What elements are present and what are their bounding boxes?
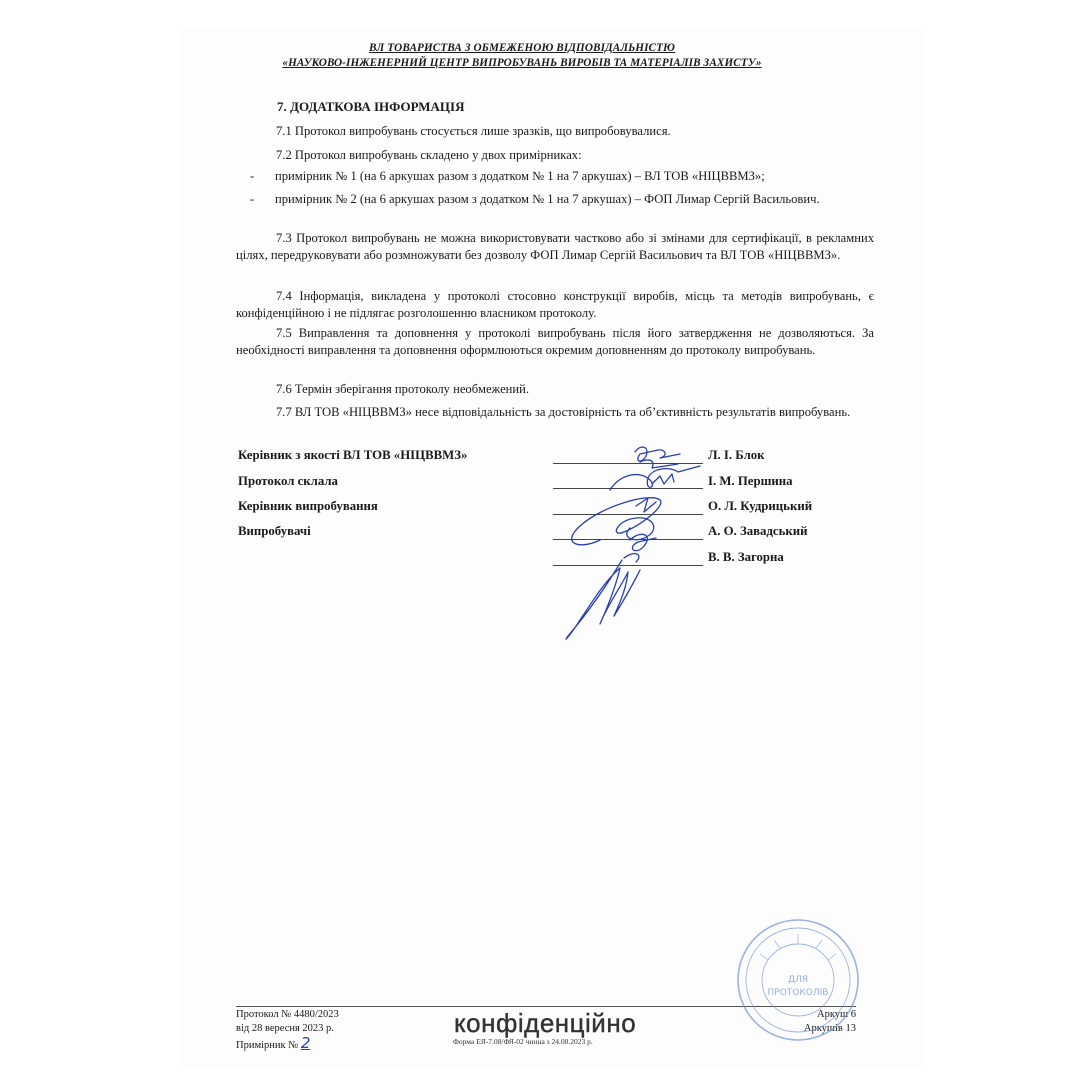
protocol-date: від 28 вересня 2023 р. (236, 1023, 334, 1034)
signatory-name: І. М. Першина (708, 474, 793, 488)
form-note: Форма ЕЯ-7.08/ФЯ-02 чинна з 24.08.2023 р. (453, 1037, 593, 1046)
signature-stroke (624, 554, 639, 562)
header-line-1: ВЛ ТОВАРИСТВА З ОБМЕЖЕНОЮ ВІДПОВІДАЛЬНІСТЮ (369, 42, 675, 54)
signatory-name: Л. І. Блок (708, 448, 765, 462)
protocol-number: Протокол № 4480/2023 (236, 1009, 339, 1020)
section-title: 7. ДОДАТКОВА ІНФОРМАЦІЯ (277, 99, 465, 114)
sheet-number: Аркуш 6 (817, 1009, 856, 1020)
paragraph-7-4: 7.4 Інформація, викладена у протоколі стосовно конструкції виробів, місць та методів випробувань, є конфіденційною і не підлягає розголошенню власником протоколу. (236, 289, 874, 320)
header-line-2: «НАУКОВО-ІНЖЕНЕРНИЙ ЦЕНТР ВИПРОБУВАНЬ ВИРОБІВ ТА МАТЕРІАЛІВ ЗАХИСТУ» (282, 57, 762, 69)
signature-stroke (610, 466, 700, 490)
paragraph-7-3: 7.3 Протокол випробувань не можна використовувати частково або зі змінами для сертифікації, в рекламних цілях, передруковувати або розмножувати без дозволу ФОП Лимар Сергій Васильович та ВЛ ТОВ «НІЦВВМЗ». (236, 231, 874, 262)
paragraph-7-6: 7.6 Термін зберігання протоколу необмежений. (276, 382, 530, 396)
signature-role-quality-head: Керівник з якості ВЛ ТОВ «НІЦВВМЗ» (238, 448, 468, 462)
confidential-label: конфіденційно (454, 1008, 637, 1038)
organization-header (232, 41, 812, 71)
list-item-copy-2: - примірник № 2 (на 6 аркушах разом з додатком № 1 на 7 аркушах) – ФОП Лимар Сергій Васильович. (250, 192, 820, 206)
signature-stroke (630, 534, 656, 550)
signatory-name: А. О. Завадський (708, 524, 808, 538)
signature-role-compiler: Протокол склала (238, 474, 338, 488)
paragraph-7-7: 7.7 ВЛ ТОВ «НІЦВВМЗ» несе відповідальність за достовірність та об’єктивність результатів випробувань. (276, 405, 851, 419)
official-stamp (734, 916, 862, 1044)
paragraph-7-1: 7.1 Протокол випробувань стосується лише зразків, що випробовувалися. (276, 124, 671, 138)
signature-role-test-lead: Керівник випробування (238, 499, 378, 513)
stamp-text-2: ПРОТОКОЛІВ (767, 988, 829, 998)
handwritten-signatures (540, 440, 740, 650)
paragraph-7-5: 7.5 Виправлення та доповнення у протоколі випробувань після його затвердження не дозволяються. За необхідності виправлення та доповнення оформлюються окремим доповненням до протоколу випробувань. (236, 326, 874, 357)
paragraph-7-2: 7.2 Протокол випробувань складено у двох примірниках: (276, 148, 582, 162)
signature-stroke (566, 560, 640, 639)
signatory-name: В. В. Загорна (708, 550, 784, 564)
signature-stroke (635, 447, 680, 461)
signature-stroke (636, 498, 656, 512)
copy-number-handwritten: 2 (300, 1034, 311, 1052)
stamp-text-1: ДЛЯ (787, 975, 809, 985)
copy-number: Примірник № 2 (236, 1034, 311, 1052)
sheets-total: Аркушів 13 (803, 1023, 856, 1034)
signature-stroke (652, 474, 674, 484)
signatory-name: О. Л. Кудрицький (708, 499, 813, 513)
footer-protocol-info (236, 1008, 339, 1053)
list-item-copy-1: - примірник № 1 (на 6 аркушах разом з додатком № 1 на 7 аркушах) – ВЛ ТОВ «НІЦВВМЗ»; (250, 169, 765, 183)
signature-role-testers: Випробувачі (238, 524, 311, 538)
signature-stroke (640, 460, 678, 468)
